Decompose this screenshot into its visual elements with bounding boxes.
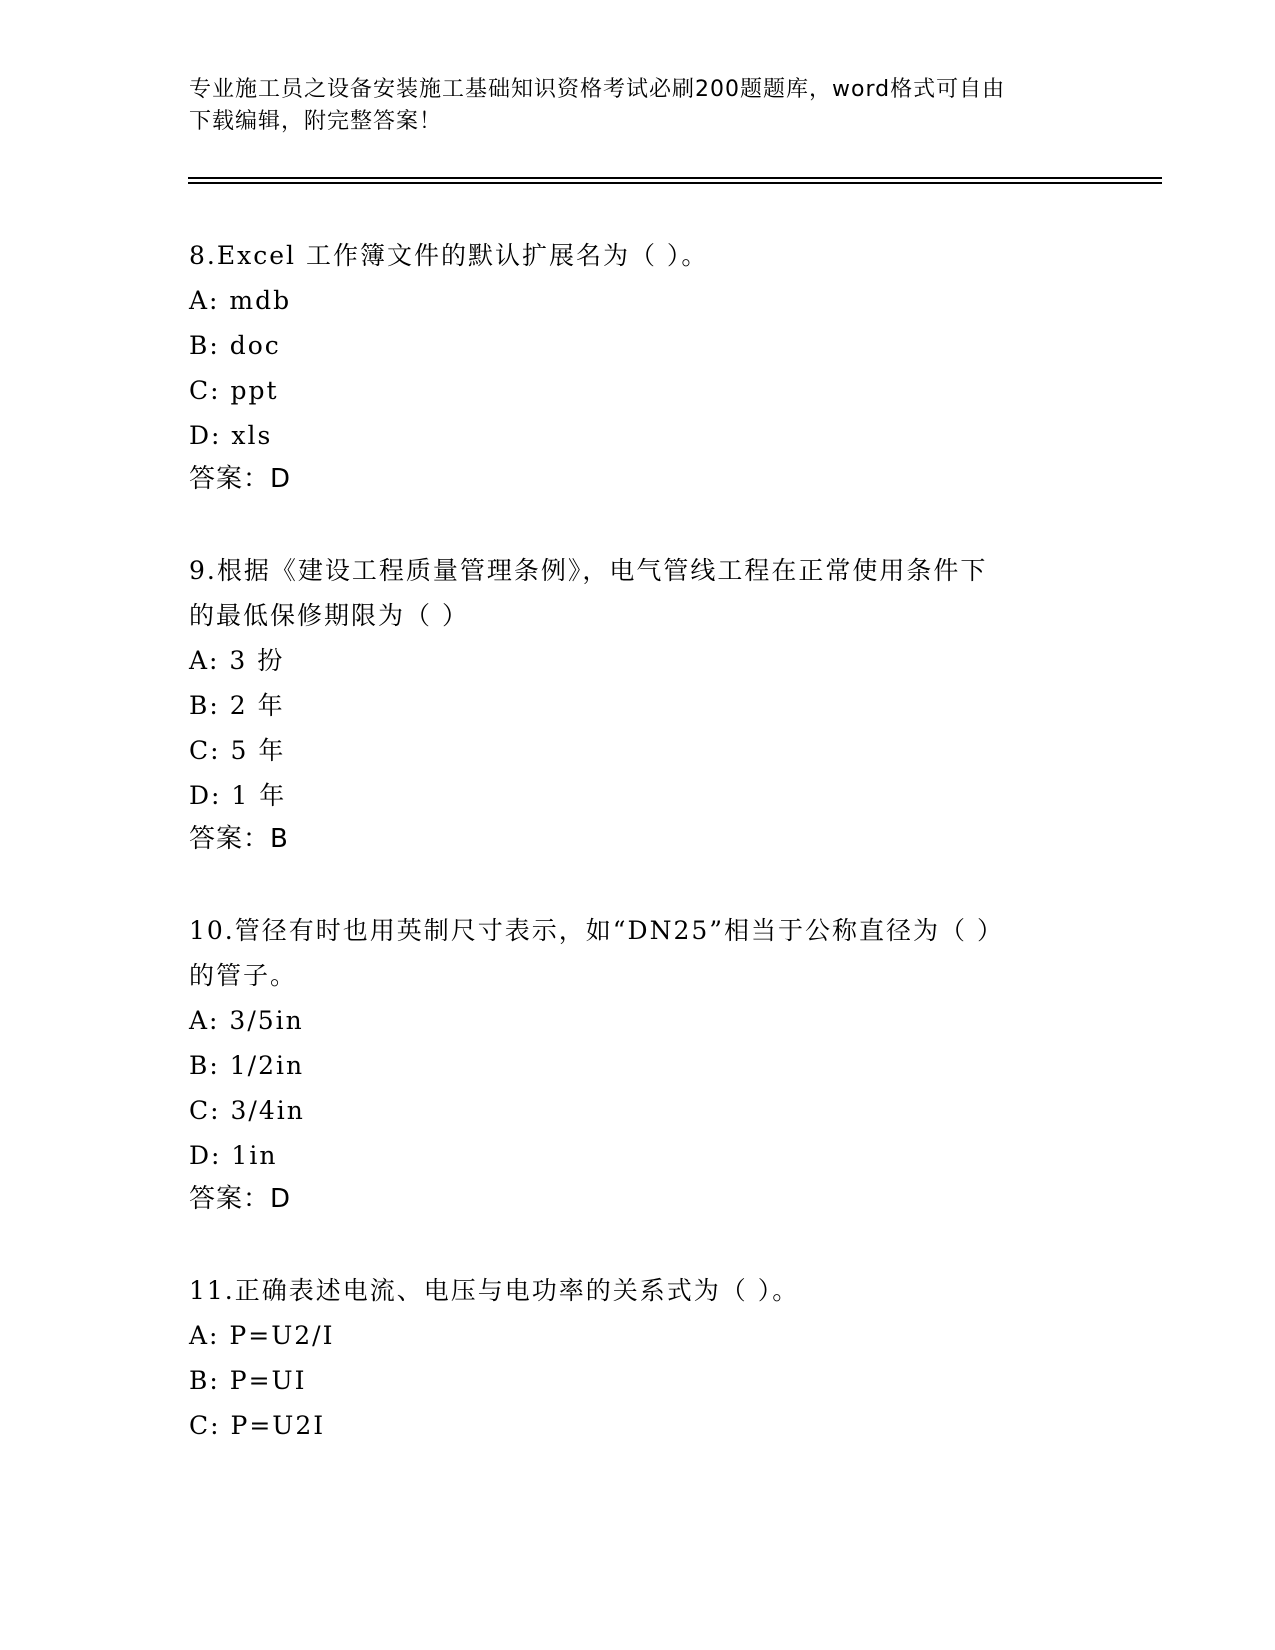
header-title-line-1: 专业施工员之设备安装施工基础知识资格考试必刷200题题库，word格式可自由 [189,77,1006,102]
option-c: C: P=U2I [189,1411,326,1440]
option-a: A: 3 扮 [189,646,285,675]
option-a: A: 3/5in [189,1006,304,1035]
question-stem: 10.管径有时也用英制尺寸表示，如“DN25”相当于公称直径为（ ） [189,916,1004,945]
question-stem: 9.根据《建设工程质量管理条例》，电气管线工程在正常使用条件下 [189,556,988,585]
answer: 答案：D [189,464,292,494]
option-a: A: P=U2/I [189,1321,335,1350]
question-stem-continued: 的最低保修期限为（ ） [189,601,469,630]
option-d: D: 1 年 [189,781,287,810]
option-a: A: mdb [189,286,292,315]
question-stem: 11.正确表述电流、电压与电功率的关系式为（ ）。 [189,1276,800,1305]
option-b: B: 2 年 [189,691,285,720]
header-rule-top [188,177,1162,179]
header-title-line-2: 下载编辑，附完整答案！ [189,109,443,134]
option-b: B: doc [189,331,281,360]
option-c: C: 5 年 [189,736,286,765]
option-d: D: xls [189,421,273,450]
answer: 答案：D [189,1184,292,1214]
question-stem: 8.Excel 工作簿文件的默认扩展名为（ ）。 [189,241,709,270]
option-c: C: 3/4in [189,1096,305,1125]
option-b: B: P=UI [189,1366,307,1395]
option-b: B: 1/2in [189,1051,305,1080]
option-c: C: ppt [189,376,279,405]
answer: 答案：B [189,824,289,854]
header-rule-bottom [188,182,1162,184]
option-d: D: 1in [189,1141,278,1170]
question-stem-continued: 的管子。 [189,961,298,990]
